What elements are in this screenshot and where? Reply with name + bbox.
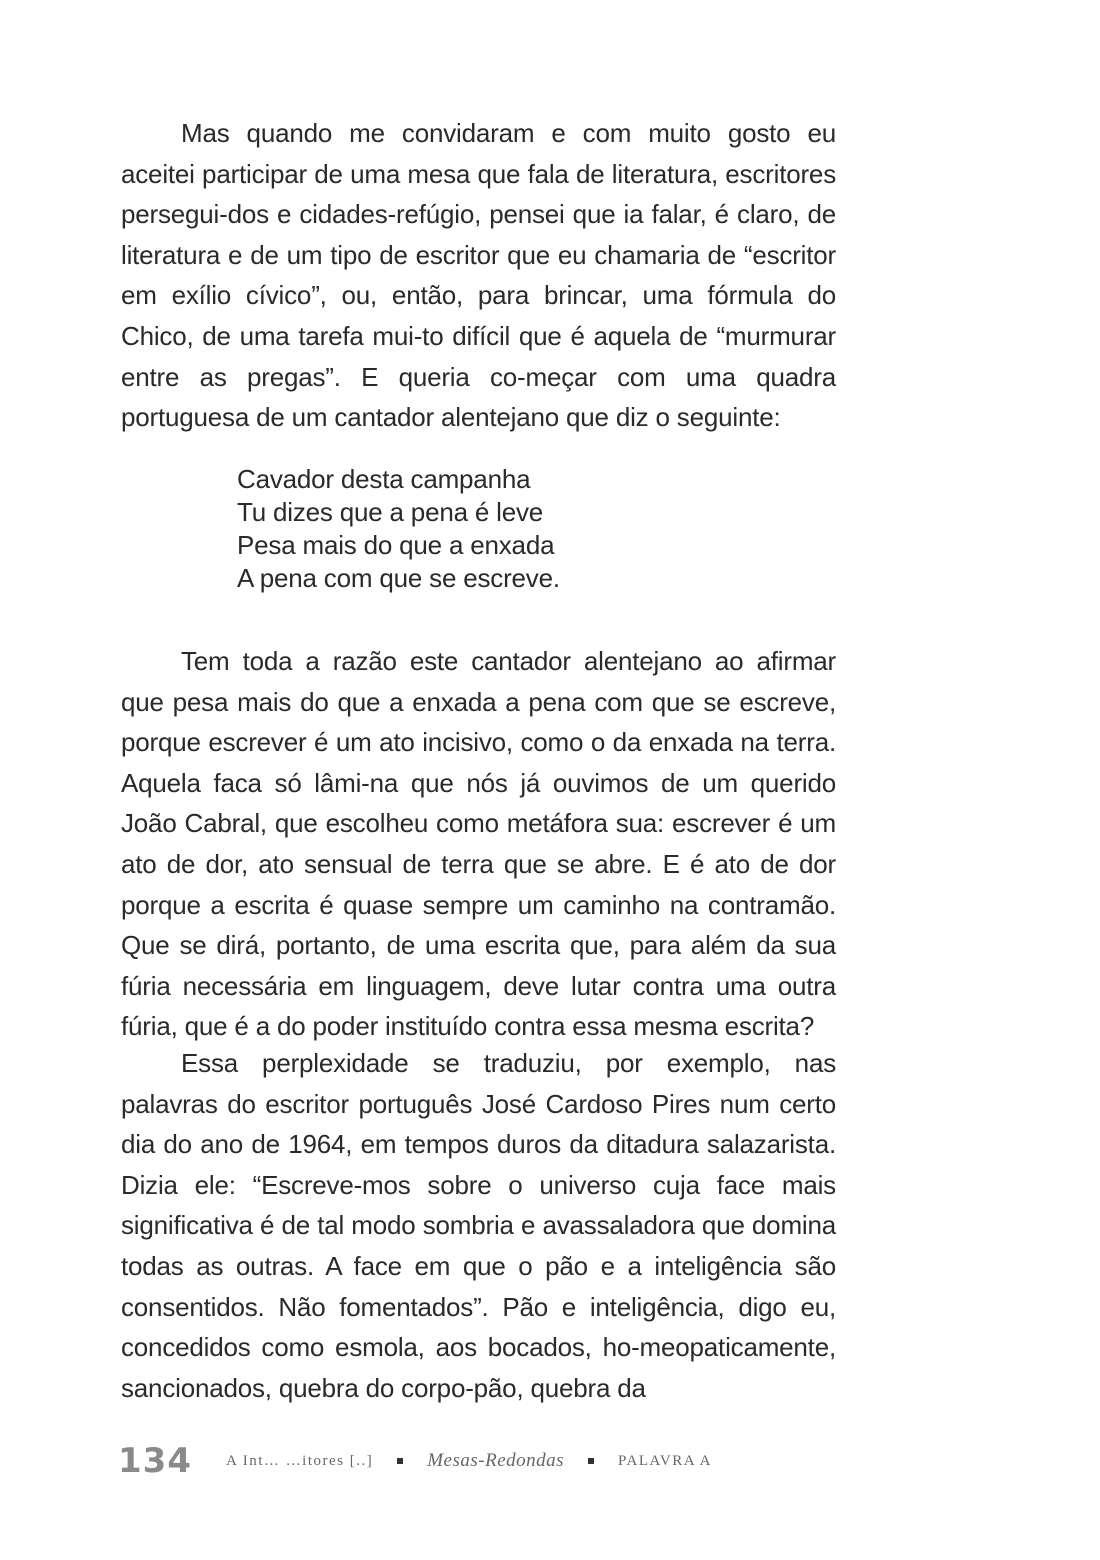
running-head-series: A Int… …itores [..] (225, 1452, 374, 1469)
page-footer (118, 1441, 818, 1481)
running-head-section: Mesas-Redondas (427, 1450, 565, 1471)
verse-line: A pena com que se escreve. (237, 563, 560, 593)
quoted-verse (237, 463, 560, 595)
running-head-subsection: PALAVRA A (618, 1452, 712, 1469)
verse-line: Pesa mais do que a enxada (237, 530, 555, 560)
paragraph: Mas quando me convidaram e com muito gosto eu aceitei participar de uma mesa que fala de literatura, escritores persegui-dos e cidades-refúgio, pensei que ia falar, é claro, de literatura e de um tipo de escritor que eu chamaria de “escritor em exílio cívico”, ou, então, para brincar, uma fórmula do Chico, de uma tarefa mui-to difícil que é aquela de “murmurar entre as pregas”. E queria co-meçar com uma quadra portuguesa de um cantador alentejano que diz o seguinte: (121, 118, 836, 433)
body-text-block (121, 1043, 836, 1408)
paragraph: Essa perplexidade se traduziu, por exemplo, nas palavras do escritor português José Cardoso Pires num certo dia do ano de 1964, em tempos duros da ditadura salazarista. Dizia ele: “Escreve-mos sobre o universo cuja face mais significativa é de tal modo sombria e avassaladora que domina todas as outras. A face em que o pão e a inteligência são consentidos. Não fomentados”. Pão e inteligência, digo eu, concedidos como esmola, aos bocados, ho-meopaticamente, sancionados, quebra do corpo-pão, quebra da (121, 1048, 836, 1403)
bullet-separator (397, 1458, 403, 1464)
body-text-block (121, 113, 836, 438)
body-text-block (121, 641, 836, 1047)
verse-line: Tu dizes que a pena é leve (237, 497, 544, 527)
bullet-separator (588, 1458, 594, 1464)
page-number: 134 (118, 1441, 192, 1481)
verse-line: Cavador desta campanha (237, 464, 531, 494)
paragraph: Tem toda a razão este cantador alentejano ao afirmar que pesa mais do que a enxada a pena com que se escreve, porque escrever é um ato incisivo, como o da enxada na terra. Aquela faca só lâmi-na que nós já ouvimos de um querido João Cabral, que escolheu como metáfora sua: escrever é um ato de dor, ato sensual de terra que se abre. E é ato de dor porque a escrita é quase sempre um caminho na contramão. Que se dirá, portanto, de uma escrita que, para além da sua fúria necessária em linguagem, deve lutar contra uma outra fúria, que é a do poder instituído contra essa mesma escrita? (121, 646, 836, 1042)
